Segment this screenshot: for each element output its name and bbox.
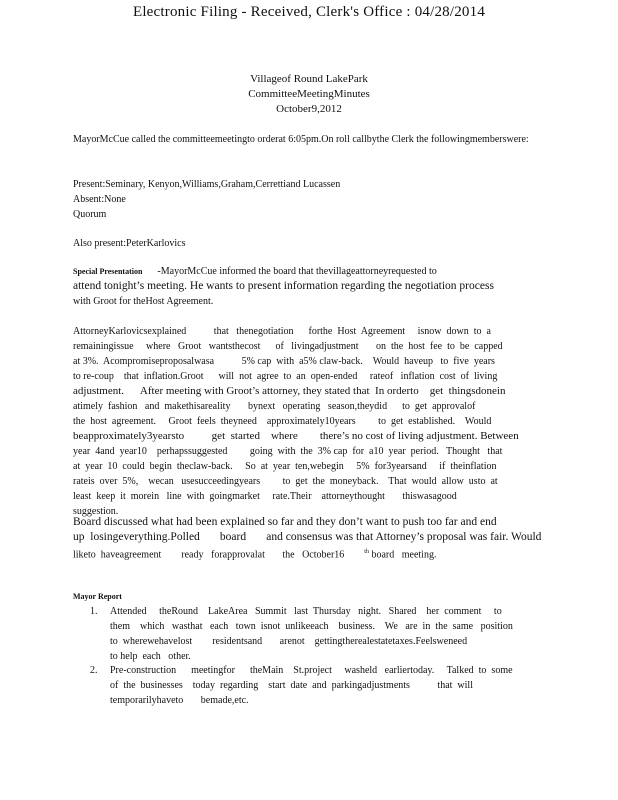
mayor-report-label: Mayor Report	[73, 592, 122, 601]
special-presentation-label: Special Presentation	[73, 267, 143, 276]
attorney-line: adjustment. After meeting with Groot’s attorney, they stated that In orderto get thingsdonein	[73, 385, 506, 397]
attendance	[73, 177, 533, 222]
filing-header: Electronic Filing - Received, Clerk's Office : 04/28/2014	[132, 4, 486, 20]
list-item-number: 1.	[90, 606, 98, 617]
list-item-line: to help each other.	[110, 651, 191, 662]
attorney-line: beapproximately3yearsto get started where there’s no cost of living adjustment. Between	[73, 430, 519, 442]
list-item-number: 2.	[90, 665, 98, 676]
attorney-line: atimely fashion and makethisareality bynext operating season,theydid to get approvalof	[73, 401, 476, 412]
list-item-line: temporarilyhaveto bemade,etc.	[110, 695, 249, 706]
special-text-2: attend tonight’s meeting. He wants to present information regarding the negotiation process	[73, 280, 494, 292]
special-text-1: -MayorMcCue informed the board that thevillageattorneyrequested to	[157, 266, 437, 277]
attorney-line: the host agreement. Groot feels theyneed approximately10years to get established. Would	[73, 416, 492, 427]
list-item-line: Pre-construction meetingfor theMain St.project washeld earliertoday. Talked to some	[110, 665, 513, 676]
list-item-line: of the businesses today regarding start date and parkingadjustments that will	[110, 680, 473, 691]
list-item	[110, 663, 532, 708]
minutes-title: CommitteeMeetingMinutes	[248, 88, 370, 100]
board-line-text: liketo haveagreement ready forapprovalat the October16	[73, 549, 365, 561]
attorney-line: at year 10 could begin theclaw-back. So at year ten,webegin 5% for3yearsand if theinflation	[73, 461, 497, 472]
attorney-line: to re-coup that inflation.Groot will not agree to an open-ended rateof inflation cost of living	[73, 371, 498, 382]
special-text-3: with Groot for theHost Agreement.	[73, 296, 214, 307]
attorney-line: year 4and year10 perhapssuggested going with the 3% cap for a10 year period. Thought that	[73, 446, 503, 457]
attorney-line: remainingissue where Groot wantsthecost of livingadjustment on the host fee to be capped	[73, 341, 503, 352]
special-presentation	[73, 264, 543, 309]
list-item-line: to wherewehavelost residentsand arenot gettingtherealestatetaxes.Feelsweneed	[110, 636, 468, 647]
list-item-line: them which wasthat each town isnot unlikeeach business. We are in the same position	[110, 621, 513, 632]
board-line: up losingeverything.Polled board and consensus was that Attorney’s proposal was fair. Would	[73, 531, 542, 543]
attorney-section	[73, 324, 543, 519]
attorney-line: suggestion.	[73, 506, 119, 517]
attorney-line: at 3%. Acompromiseproposalwasa 5% cap with a5% claw-back. Would haveup to five years	[73, 356, 495, 367]
village-name: Villageof Round LakePark	[250, 73, 368, 85]
board-line-end: board meeting.	[368, 549, 437, 561]
present-line: Present:Seminary, Kenyon,Williams,Graham,Cerrettiand Lucassen	[73, 179, 341, 190]
board-discussion	[73, 515, 543, 562]
attorney-line: least keep it morein line with goingmarket rate.Their attorneythought thiswasagood	[73, 491, 457, 502]
ordinal-suffix: th	[364, 549, 369, 555]
list-item-line: Attended theRound LakeArea Summit last Thursday night. Shared her comment to	[110, 606, 502, 617]
board-line	[73, 545, 543, 562]
also-present: Also present:PeterKarlovics	[73, 238, 186, 249]
meeting-date: October9,2012	[276, 103, 342, 115]
attorney-line: AttorneyKarlovicsexplained that thenegotiation forthe Host Agreement isnow down to a	[73, 326, 491, 337]
call-to-order: MayorMcCue called the committeemeetingto orderat 6:05pm.On roll callbythe Clerk the followingmemberswere:	[73, 134, 529, 145]
attorney-line: rateis over 5%, wecan usesucceedingyears to get the moneyback. That would allow usto at	[73, 476, 498, 487]
document-title	[0, 72, 618, 117]
absent-line: Absent:None	[73, 194, 126, 205]
list-item	[110, 604, 532, 664]
quorum-line: Quorum	[73, 209, 107, 220]
board-line: Board discussed what had been explained so far and they don’t want to push too far and end	[73, 516, 497, 528]
